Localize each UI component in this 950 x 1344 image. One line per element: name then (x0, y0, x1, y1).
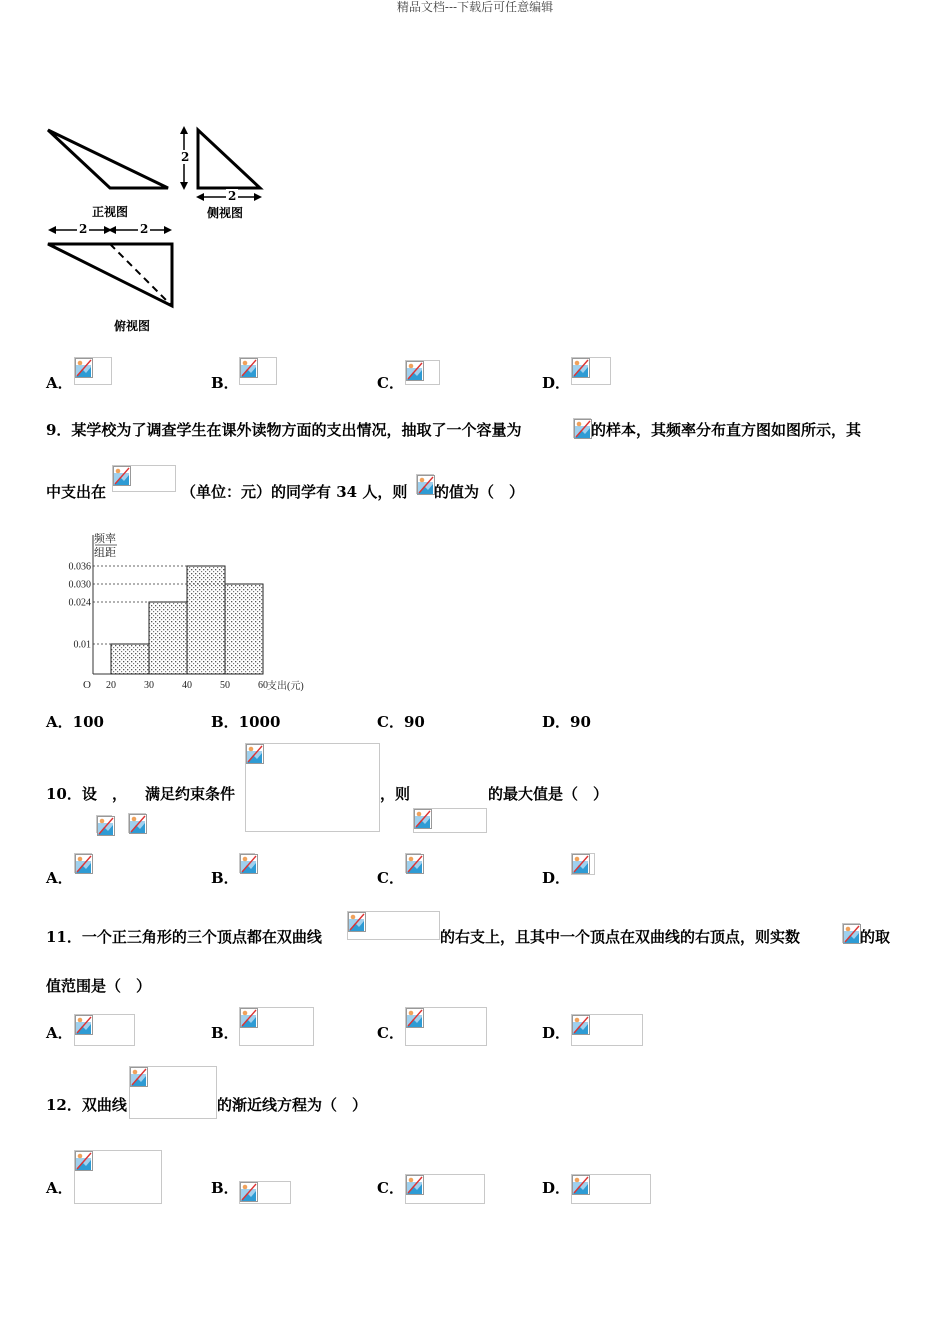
dim-top-1: 2 (79, 222, 88, 236)
broken-image-icon (75, 854, 93, 874)
broken-image-icon (406, 361, 424, 381)
q12-t1: 12．双曲线 (46, 1096, 127, 1114)
q9-sample-size-image (573, 418, 591, 438)
q8-option-b-image (239, 357, 277, 385)
broken-image-icon (97, 816, 115, 836)
q11-hyperbola-image (347, 911, 440, 940)
q12-option-b: B． (211, 1179, 239, 1197)
q11-option-a: A． (46, 1024, 73, 1042)
dim-top-2: 2 (140, 222, 149, 236)
q11-option-b: B． (211, 1024, 239, 1042)
q12-option-c-image (405, 1174, 485, 1204)
q12-option-d-image (571, 1174, 651, 1204)
q12-hyperbola-image (129, 1066, 217, 1119)
broken-image-icon (240, 358, 258, 378)
x-axis-label: 支出(元) (267, 681, 304, 692)
broken-image-icon (414, 809, 432, 829)
broken-image-icon (406, 1175, 424, 1195)
three-view-figure (40, 120, 280, 335)
q9-line1b: 的样本，其频率分布直方图如图所示，其 (591, 421, 862, 439)
broken-image-icon (572, 358, 590, 378)
front-view-label: 正视图 (92, 205, 129, 219)
broken-image-icon (113, 466, 131, 486)
broken-image-icon (406, 1008, 424, 1028)
q9-line2c: 的值为（ ） (434, 483, 525, 501)
broken-image-icon (574, 419, 592, 439)
q12-option-c: C． (377, 1179, 404, 1197)
q9-option-d: D．90 (542, 713, 591, 731)
q10-option-b: B． (211, 869, 239, 887)
y-tick-label: 0.036 (68, 561, 91, 573)
q11-t2: 的右支上，且其中一个顶点在双曲线的右顶点，则实数 (440, 928, 801, 946)
broken-image-icon (246, 744, 264, 764)
q10-option-c-image (405, 853, 421, 873)
broken-image-icon (130, 1067, 148, 1087)
x-tick-label: 30 (144, 680, 154, 691)
top-view-shape (48, 244, 172, 306)
q8-option-c: C． (377, 374, 404, 392)
q9-option-c: C．90 (377, 713, 425, 731)
y-tick-label: 0.024 (68, 597, 91, 609)
q11-b-image (842, 923, 860, 943)
q10-x-image (96, 815, 112, 833)
q9-option-b: B．1000 (211, 713, 281, 731)
q9-interval-image (112, 465, 176, 492)
y-axis-label-top: 频率 (94, 533, 116, 545)
page-header: 精品文档---下载后可任意编辑 (396, 0, 554, 14)
q12-option-d: D． (542, 1179, 571, 1197)
broken-image-icon (75, 1151, 93, 1171)
q10-option-b-image (239, 853, 255, 873)
q8-option-a-image (74, 357, 112, 385)
q11-option-d: D． (542, 1024, 571, 1042)
broken-image-icon (240, 1008, 258, 1028)
q8-option-d: D． (542, 374, 571, 392)
x-tick-label: 60 (258, 680, 268, 691)
q12-t2: 的渐近线方程为（ ） (217, 1096, 368, 1114)
broken-image-icon (75, 358, 93, 378)
q12-option-a-image (74, 1150, 162, 1204)
broken-image-icon (572, 1175, 590, 1195)
q10-t2: ， (112, 785, 128, 803)
y-tick-label: 0.030 (68, 579, 91, 591)
x-tick-label: 40 (182, 680, 192, 691)
frequency-histogram (55, 525, 304, 695)
broken-image-icon (572, 1015, 590, 1035)
q10-y-image (128, 813, 146, 833)
broken-image-icon (417, 475, 435, 495)
dim-side-width: 2 (228, 189, 237, 203)
broken-image-icon (129, 814, 147, 834)
front-view-shape (48, 130, 168, 188)
q11-option-b-image (239, 1007, 314, 1046)
x-tick-label: 20 (106, 680, 116, 691)
q11-option-c: C． (377, 1024, 404, 1042)
q12-option-a: A． (46, 1179, 73, 1197)
q10-option-d: D． (542, 869, 571, 887)
broken-image-icon (406, 854, 424, 874)
q8-option-a: A． (46, 374, 73, 392)
q10-t1: 10．设 (46, 785, 97, 803)
top-view-label: 俯视图 (114, 319, 151, 333)
q9-line2a: 中支出在 (46, 483, 107, 501)
q11-option-d-image (571, 1014, 643, 1046)
q10-t3: 满足约束条件 (145, 785, 236, 803)
broken-image-icon (75, 1015, 93, 1035)
broken-image-icon (572, 854, 590, 874)
q10-option-a: A． (46, 869, 73, 887)
q10-option-d-image (571, 853, 595, 875)
histogram-bar (187, 566, 225, 674)
broken-image-icon (348, 912, 366, 932)
q12-option-b-image (239, 1181, 291, 1204)
q11-t1: 11．一个正三角形的三个顶点都在双曲线 (46, 928, 322, 946)
q11-option-c-image (405, 1007, 487, 1046)
dim-side-height: 2 (181, 150, 190, 164)
q8-option-d-image (571, 357, 611, 385)
broken-image-icon (240, 854, 258, 874)
q8-option-c-image (405, 360, 440, 385)
q10-t5: 的最大值是（ ） (488, 785, 609, 803)
broken-image-icon (843, 924, 861, 944)
q9-line1a: 9．某学校为了调查学生在课外读物方面的支出情况，抽取了一个容量为 (46, 421, 522, 439)
histogram-bar (111, 644, 149, 674)
y-tick-label: 0.01 (73, 639, 91, 651)
q11-t4: 值范围是（ ） (46, 977, 152, 995)
x-tick-label: 50 (220, 680, 230, 691)
q10-option-c: C． (377, 869, 404, 887)
q9-option-a: A．100 (46, 713, 104, 731)
q9-n-image (416, 474, 434, 494)
q9-line2b: （单位：元）的同学有 34 人，则 (181, 483, 408, 501)
histogram-bar (149, 602, 187, 674)
q11-t3: 的取 (860, 928, 891, 946)
q10-constraints-image (245, 743, 380, 832)
origin-label: O (83, 679, 91, 691)
q11-option-a-image (74, 1014, 135, 1046)
side-view-shape (198, 130, 260, 188)
broken-image-icon (240, 1182, 258, 1202)
q8-option-b: B． (211, 374, 239, 392)
side-view-label: 侧视图 (207, 206, 244, 220)
histogram-bar (225, 584, 263, 674)
q10-option-a-image (74, 853, 92, 873)
y-axis-label-bottom: 组距 (94, 547, 116, 559)
q10-t4: ，则 (380, 785, 411, 803)
q10-objective-image (413, 808, 487, 833)
